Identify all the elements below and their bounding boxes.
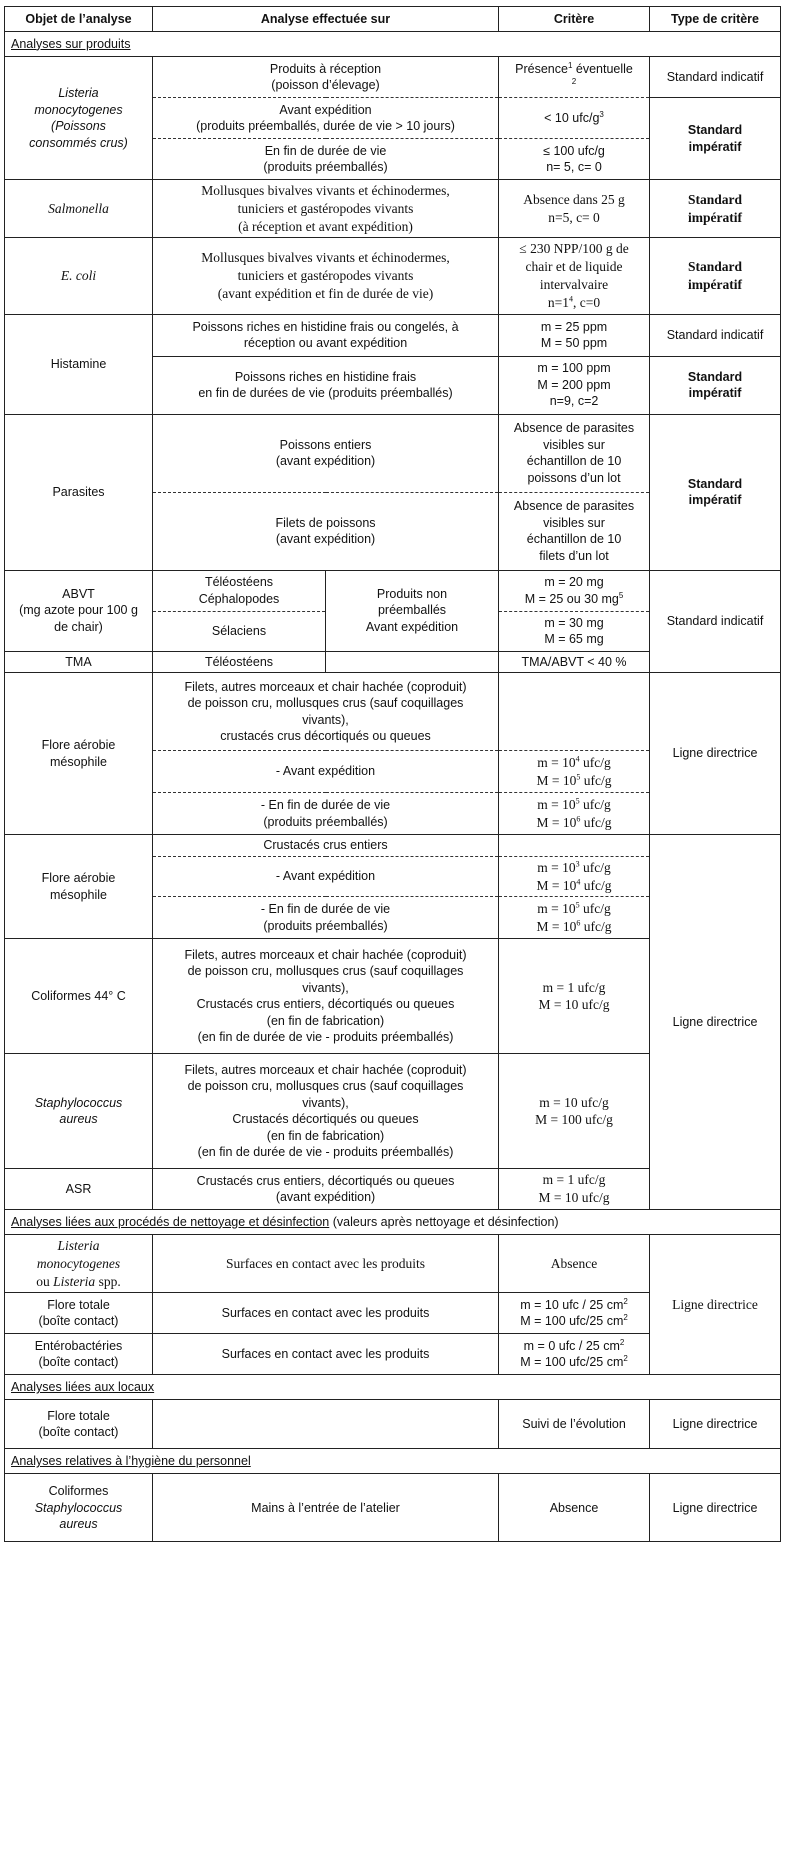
- hygiene-analysis: Mains à l’entrée de l’atelier: [153, 1474, 499, 1542]
- table-row: [5, 1474, 781, 1542]
- hygiene-criterion: Absence: [499, 1474, 650, 1542]
- flore2-object: Flore aérobie mésophile: [5, 835, 153, 939]
- section-row: [5, 1449, 781, 1474]
- section-row: [5, 32, 781, 57]
- abvt-object: ABVT (mg azote pour 100 g de chair): [5, 570, 153, 651]
- table-row: [5, 673, 781, 751]
- locaux-analysis: [153, 1400, 499, 1449]
- abvt-sub-2: Sélaciens: [153, 611, 326, 651]
- nettoyage-flore-object: Flore totale (boîte contact): [5, 1293, 153, 1334]
- table-row: [5, 57, 781, 98]
- flore2-criterion-2: $m = 10^5$ ufc/g $M = 10^6$ ufc/g: [499, 897, 650, 939]
- salmonella-criterion: Absence dans 25 g n=5, c= 0: [499, 180, 650, 238]
- listeria-analysis-3: En fin de durée de vie (produits préemballés): [153, 139, 499, 180]
- flore2-row-2: - En fin de durée de vie (produits préemballés): [153, 897, 499, 939]
- parasites-criterion-1: Absence de parasites visibles sur échantillon de 10 poissons d’un lot: [499, 414, 650, 492]
- hygiene-type: Ligne directrice: [650, 1474, 781, 1542]
- histamine-criterion-1: m = 25 ppm M = 50 ppm: [499, 314, 650, 356]
- table-row: [5, 414, 781, 492]
- histamine-criterion-2: m = 100 ppm M = 200 ppm n=9, c=2: [499, 356, 650, 414]
- salmonella-object: Salmonella: [5, 180, 153, 238]
- ecoli-criterion: ≤ 230 NPP/100 g de chair et de liquide intervalvaire $n=1^4$, c=0: [499, 238, 650, 314]
- section-row: [5, 1375, 781, 1400]
- nettoyage-entero-criterion: m = 0 ufc / 25 $cm^2$ M = 100 ufc/25 $cm^2$: [499, 1334, 650, 1375]
- section-locaux: Analyses liées aux locaux: [5, 1375, 781, 1400]
- listeria-criterion-3: ≤ 100 ufc/g n= 5, c= 0: [499, 139, 650, 180]
- flore2-intro: Crustacés crus entiers: [153, 835, 499, 857]
- nettoyage-type: Ligne directrice: [650, 1234, 781, 1374]
- group3-type: Ligne directrice: [650, 835, 781, 1210]
- flore2-row-1: - Avant expédition: [153, 856, 499, 897]
- listeria-criterion-1: Présence$^1$ éventuelle $^2$: [499, 57, 650, 98]
- histamine-type-1: Standard indicatif: [650, 314, 781, 356]
- asr-analysis: Crustacés crus entiers, décortiqués ou queues (avant expédition): [153, 1169, 499, 1210]
- asr-criterion: m = 1 ufc/g M = 10 ufc/g: [499, 1169, 650, 1210]
- histamine-analysis-2: Poissons riches en histidine frais en fin de durées de vie (produits préemballés): [153, 356, 499, 414]
- header-row: [5, 7, 781, 32]
- staph-analysis: Filets, autres morceaux et chair hachée (coproduit) de poisson cru, mollusques crus (sauf coquillages vivants), Crustacés décortiqués ou queues (en fin de fabrication) (en fin de durée de vie - produits préemballés): [153, 1054, 499, 1169]
- listeria-analysis-2: Avant expédition (produits préemballés, durée de vie > 10 jours): [153, 98, 499, 139]
- table-row: [5, 238, 781, 314]
- header-type: Type de critère: [650, 7, 781, 32]
- parasites-type: Standard impératif: [650, 414, 781, 570]
- ecoli-type: Standard impératif: [650, 238, 781, 314]
- listeria-type-1: Standard indicatif: [650, 57, 781, 98]
- histamine-type-2: Standard impératif: [650, 356, 781, 414]
- flore1-row-1: - Avant expédition: [153, 751, 499, 793]
- nettoyage-listeria-analysis: Surfaces en contact avec les produits: [153, 1234, 499, 1292]
- staph-criterion: m = 10 ufc/g M = 100 ufc/g: [499, 1054, 650, 1169]
- criteria-table: [4, 6, 781, 1542]
- listeria-criterion-2: < 10 ufc/$g^3$: [499, 98, 650, 139]
- nettoyage-flore-analysis: Surfaces en contact avec les produits: [153, 1293, 499, 1334]
- locaux-type: Ligne directrice: [650, 1400, 781, 1449]
- abvt-type: Standard indicatif: [650, 570, 781, 673]
- hygiene-object: Coliformes Staphylococcus aureus: [5, 1474, 153, 1542]
- table-row: [5, 1400, 781, 1449]
- listeria-type-2: Standard impératif: [650, 98, 781, 180]
- abvt-analysis: Produits non préemballés Avant expédition: [326, 570, 499, 651]
- histamine-analysis-1: Poissons riches en histidine frais ou congelés, à réception ou avant expédition: [153, 314, 499, 356]
- flore1-criterion-1: $m = 10^4$ ufc/g $M = 10^5$ ufc/g: [499, 751, 650, 793]
- flore2-intro-criterion: [499, 835, 650, 857]
- flore1-row-2: - En fin de durée de vie (produits préemballés): [153, 793, 499, 835]
- header-analysis: Analyse effectuée sur: [153, 7, 499, 32]
- coliformes-object: Coliformes 44° C: [5, 939, 153, 1054]
- flore1-intro: Filets, autres morceaux et chair hachée (coproduit) de poisson cru, mollusques crus (sauf coquillages vivants), crustacés crus décortiqués ou queues: [153, 673, 499, 751]
- parasites-analysis-1: Poissons entiers (avant expédition): [153, 414, 499, 492]
- salmonella-type: Standard impératif: [650, 180, 781, 238]
- parasites-object: Parasites: [5, 414, 153, 570]
- flore1-criterion-2: $m = 10^5$ ufc/g $M = 10^6$ ufc/g: [499, 793, 650, 835]
- nettoyage-entero-object: Entérobactéries (boîte contact): [5, 1334, 153, 1375]
- section-hygiene: Analyses relatives à l’hygiène du personnel: [5, 1449, 781, 1474]
- nettoyage-entero-analysis: Surfaces en contact avec les produits: [153, 1334, 499, 1375]
- flore2-criterion-1: $m = 10^3$ ufc/g $M = 10^4$ ufc/g: [499, 856, 650, 897]
- staph-object: Staphylococcus aureus: [5, 1054, 153, 1169]
- table-row: [5, 314, 781, 356]
- tma-object: TMA: [5, 651, 153, 673]
- header-object: Objet de l’analyse: [5, 7, 153, 32]
- coliformes-criterion: m = 1 ufc/g M = 10 ufc/g: [499, 939, 650, 1054]
- tma-criterion: TMA/ABVT < 40 %: [499, 651, 650, 673]
- abvt-criterion-2: m = 30 mg M = 65 mg: [499, 611, 650, 651]
- asr-object: ASR: [5, 1169, 153, 1210]
- coliformes-analysis: Filets, autres morceaux et chair hachée (coproduit) de poisson cru, mollusques crus (sauf coquillages vivants), Crustacés crus entiers, décortiqués ou queues (en fin de fabrication) (en fin de durée de vie - produits préemballés): [153, 939, 499, 1054]
- parasites-criterion-2: Absence de parasites visibles sur échantillon de 10 filets d’un lot: [499, 492, 650, 570]
- flore1-object: Flore aérobie mésophile: [5, 673, 153, 835]
- flore1-intro-criterion: [499, 673, 650, 751]
- parasites-analysis-2: Filets de poissons (avant expédition): [153, 492, 499, 570]
- histamine-object: Histamine: [5, 314, 153, 414]
- table-row: [5, 835, 781, 857]
- table-row: [5, 1234, 781, 1292]
- locaux-criterion: Suivi de l’évolution: [499, 1400, 650, 1449]
- tma-sub: Téléostéens: [153, 651, 326, 673]
- abvt-sub-1: Téléostéens Céphalopodes: [153, 570, 326, 611]
- abvt-criterion-1: m = 20 mg M = 25 ou 30 $mg^5$: [499, 570, 650, 611]
- listeria-analysis-1: Produits à réception (poisson d’élevage): [153, 57, 499, 98]
- ecoli-object: E. coli: [5, 238, 153, 314]
- nettoyage-listeria-object: Listeria monocytogenes ou Listeria spp.: [5, 1234, 153, 1292]
- flore-type-1: Ligne directrice: [650, 673, 781, 835]
- section-row: [5, 1209, 781, 1234]
- table-row: [5, 180, 781, 238]
- nettoyage-listeria-criterion: Absence: [499, 1234, 650, 1292]
- tma-empty: [326, 651, 499, 673]
- section-produits: Analyses sur produits: [5, 32, 781, 57]
- header-criterion: Critère: [499, 7, 650, 32]
- section-nettoyage: Analyses liées aux procédés de nettoyage et désinfection (valeurs après nettoyage et désinfection): [5, 1209, 781, 1234]
- listeria-object: Listeria monocytogenes (Poissons consommés crus): [5, 57, 153, 180]
- table-row: [5, 570, 781, 611]
- nettoyage-flore-criterion: m = 10 ufc / 25 $cm^2$ M = 100 ufc/25 $cm^2$: [499, 1293, 650, 1334]
- locaux-object: Flore totale (boîte contact): [5, 1400, 153, 1449]
- salmonella-analysis: Mollusques bivalves vivants et échinodermes, tuniciers et gastéropodes vivants (à réception et avant expédition): [153, 180, 499, 238]
- ecoli-analysis: Mollusques bivalves vivants et échinodermes, tuniciers et gastéropodes vivants (avant expédition et fin de durée de vie): [153, 238, 499, 314]
